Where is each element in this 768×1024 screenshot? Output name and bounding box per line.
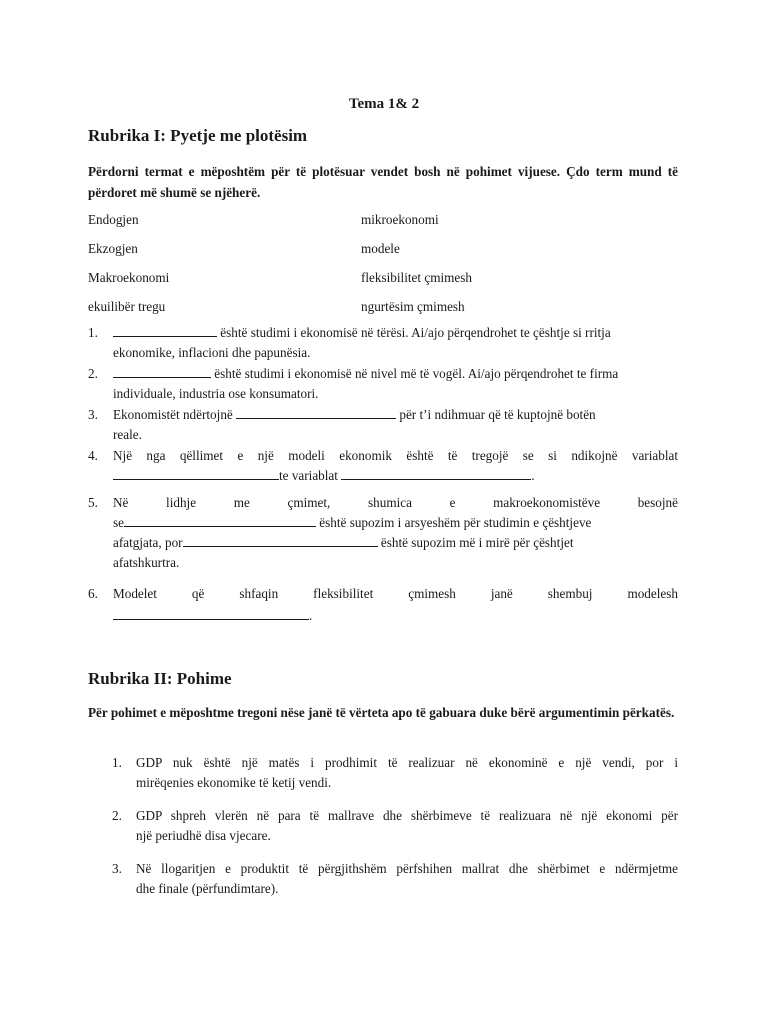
item-line bbox=[113, 513, 678, 533]
item-text: GDP shpreh vlerën në para të mallrave dhe shërbimeve të realizuara në një ekonomi për bbox=[136, 808, 678, 823]
fill-in-list bbox=[88, 493, 678, 573]
list-item bbox=[112, 753, 678, 806]
term: modele bbox=[361, 241, 400, 256]
list-item bbox=[88, 584, 678, 626]
item-text: mirëqenies ekonomike të ketij vendi. bbox=[136, 775, 332, 790]
term: Endogjen bbox=[88, 212, 139, 227]
item-number: 3. bbox=[88, 407, 98, 422]
item-text: është supozim i arsyeshëm për studimin e çështjeve bbox=[316, 515, 592, 530]
item-text: Në lidhje me çmimet, shumica e makroekonomistëve besojnë bbox=[113, 495, 678, 510]
item-text: . bbox=[309, 608, 313, 623]
fill-blank[interactable] bbox=[113, 364, 211, 378]
item-text: Një nga qëllimet e një modeli ekonomik është të tregojë se si ndikojnë variablat bbox=[113, 448, 678, 463]
list-item bbox=[88, 364, 678, 405]
term: Ekzogjen bbox=[88, 241, 138, 256]
fill-blank[interactable] bbox=[113, 466, 279, 480]
item-text: individuale, industria ose konsumatori. bbox=[113, 386, 319, 401]
item-text: . bbox=[531, 468, 535, 483]
item-line bbox=[113, 466, 678, 486]
item-number: 3. bbox=[112, 861, 122, 876]
term: fleksibilitet çmimesh bbox=[361, 270, 472, 285]
term: ngurtësim çmimesh bbox=[361, 299, 465, 314]
page-title: Tema 1& 2 bbox=[348, 96, 420, 112]
item-text: Modelet që shfaqin fleksibilitet çmimesh janë shembuj modelesh bbox=[113, 586, 678, 601]
terms-list bbox=[88, 210, 588, 326]
item-text: është studimi i ekonomisë në tërësi. Ai/ajo përqendrohet te çështje si rritja bbox=[217, 325, 611, 340]
fill-in-list bbox=[88, 584, 678, 626]
item-number: 2. bbox=[112, 808, 122, 823]
list-item bbox=[88, 446, 678, 487]
item-text: Në llogaritjen e produktit të përgjithshëm përfshihen mallrat dhe shërbimet e ndërmjetme bbox=[136, 861, 678, 876]
item-text: një periudhë disa vjecare. bbox=[136, 828, 271, 843]
item-text: GDP nuk është një matës i prodhimit të realizuar në ekonominë e një vendi, por i bbox=[136, 755, 678, 770]
item-line bbox=[113, 533, 678, 553]
item-text: ekonomike, inflacioni dhe papunësia. bbox=[113, 345, 311, 360]
item-text: është supozim më i mirë për çështjet bbox=[377, 535, 574, 550]
fill-blank[interactable] bbox=[341, 466, 531, 480]
term: ekuilibër tregu bbox=[88, 299, 166, 314]
list-item bbox=[88, 493, 678, 573]
item-line bbox=[113, 606, 678, 626]
item-text: dhe finale (përfundimtare). bbox=[136, 881, 279, 896]
fill-blank[interactable] bbox=[236, 405, 396, 419]
fill-blank[interactable] bbox=[183, 533, 378, 547]
term-row bbox=[88, 297, 588, 326]
term-row bbox=[88, 268, 588, 297]
item-text: afatgjata, por bbox=[113, 535, 183, 550]
item-text: për t’i ndihmuar që të kuptojnë botën bbox=[396, 407, 596, 422]
item-text: se bbox=[113, 515, 124, 530]
section1-heading: Rubrika I: Pyetje me plotësim bbox=[88, 126, 308, 145]
item-line bbox=[113, 323, 678, 343]
term: mikroekonomi bbox=[361, 212, 439, 227]
term: Makroekonomi bbox=[88, 270, 170, 285]
list-item bbox=[112, 859, 678, 912]
statements-list bbox=[112, 753, 678, 912]
item-number: 6. bbox=[88, 586, 98, 601]
item-number: 4. bbox=[88, 448, 98, 463]
item-text: Ekonomistët ndërtojnë bbox=[113, 407, 237, 422]
item-number: 5. bbox=[88, 495, 98, 510]
item-number: 2. bbox=[88, 366, 98, 381]
section2-intro: Për pohimet e mëposhtme tregoni nëse janë të vërteta apo të gabuara duke bërë argumentimin përkatës. bbox=[88, 705, 675, 720]
item-number: 1. bbox=[112, 755, 122, 770]
item-line bbox=[113, 364, 678, 384]
list-item bbox=[88, 405, 678, 446]
fill-blank[interactable] bbox=[113, 606, 309, 620]
term-row bbox=[88, 210, 588, 239]
fill-in-list bbox=[88, 323, 678, 487]
item-number: 1. bbox=[88, 325, 98, 340]
fill-blank[interactable] bbox=[113, 323, 217, 337]
section1-intro: Përdorni termat e mëposhtëm për të plotësuar vendet bosh në pohimet vijuese. Çdo term mund të përdoret më shumë se njëherë. bbox=[88, 164, 678, 200]
term-row bbox=[88, 239, 588, 268]
section2-heading: Rubrika II: Pohime bbox=[88, 669, 232, 688]
list-item bbox=[88, 323, 678, 364]
fill-blank[interactable] bbox=[124, 513, 316, 527]
item-text: te variablat bbox=[279, 468, 342, 483]
item-text: është studimi i ekonomisë në nivel më të vogël. Ai/ajo përqendrohet te firma bbox=[211, 366, 619, 381]
item-text: reale. bbox=[113, 427, 142, 442]
item-line bbox=[113, 405, 678, 425]
list-item bbox=[112, 806, 678, 859]
item-text: afatshkurtra. bbox=[113, 555, 180, 570]
